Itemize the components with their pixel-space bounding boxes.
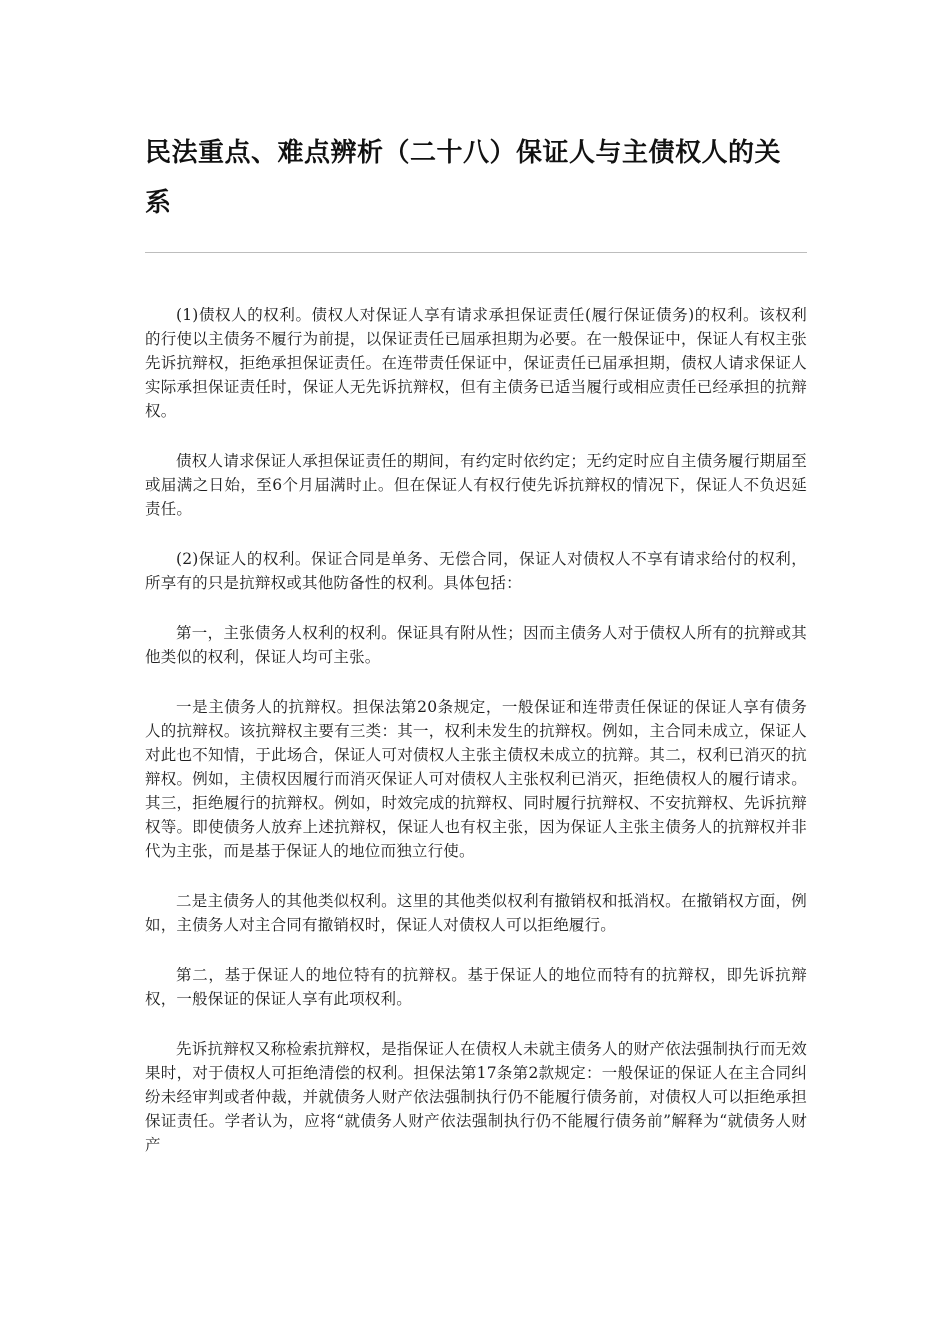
document-page: [145, 0, 807, 1183]
paragraph-first-debtor-rights: 第一，主张债务人权利的权利。保证具有附从性；因而主债务人对于债权人所有的抗辩或其他类似的权利，保证人均可主张。: [145, 624, 807, 666]
document-body: [145, 303, 807, 1157]
paragraph-second-special-defense: 第二，基于保证人的地位特有的抗辩权。基于保证人的地位而特有的抗辩权，即先诉抗辩权，一般保证的保证人享有此项权利。: [145, 966, 807, 1008]
paragraph-guarantor-rights: (2)保证人的权利。保证合同是单务、无偿合同，保证人对债权人不享有请求给付的权利，所享有的只是抗辩权或其他防备性的权利。具体包括：: [145, 550, 807, 592]
paragraph-prior-suit-defense: 先诉抗辩权又称检索抗辩权，是指保证人在债权人未就主债务人的财产依法强制执行而无效果时，对于债权人可拒绝清偿的权利。担保法第17条第2款规定：一般保证的保证人在主合同纠纷未经审判或者仲裁，并就债务人财产依法强制执行仍不能履行债务前，对债权人可以拒绝承担保证责任。学者认为，应将“就债务人财产依法强制执行仍不能履行债务前”解释为“就债务人财产: [145, 1040, 807, 1154]
paragraph-other-rights: 二是主债务人的其他类似权利。这里的其他类似权利有撤销权和抵消权。在撤销权方面，例如，主债务人对主合同有撤销权时，保证人对债权人可以拒绝履行。: [145, 892, 807, 934]
paragraph-debtor-defenses: 一是主债务人的抗辩权。担保法第20条规定，一般保证和连带责任保证的保证人享有债务人的抗辩权。该抗辩权主要有三类：其一，权利未发生的抗辩权。例如，主合同未成立，保证人对此也不知情，于此场合，保证人可对债权人主张主债权未成立的抗辩。其二，权利已消灭的抗辩权。例如，主债权因履行而消灭保证人可对债权人主张权利已消灭，拒绝债权人的履行请求。其三，拒绝履行的抗辩权。例如，时效完成的抗辩权、同时履行抗辩权、不安抗辩权、先诉抗辩权等。即使债务人放弃上述抗辩权，保证人也有权主张，因为保证人主张主债务人的抗辩权并非代为主张，而是基于保证人的地位而独立行使。: [145, 698, 807, 860]
document-title: 民法重点、难点辨析（二十八）保证人与主债权人的关系: [145, 138, 782, 218]
paragraph-creditor-rights: (1)债权人的权利。债权人对保证人享有请求承担保证责任(履行保证债务)的权利。该权利的行使以主债务不履行为前提，以保证责任已屆承担期为必要。在一般保证中，保证人有权主张先诉抗辩权，拒绝承担保证责任。在连带责任保证中，保证责任已届承担期，债权人请求保证人实际承担保证责任时，保证人无先诉抗辩权，但有主债务已适当履行或相应责任已经承担的抗辩权。: [145, 306, 807, 420]
title-divider: [145, 252, 807, 253]
paragraph-claim-period: 债权人请求保证人承担保证责任的期间，有约定时依约定；无约定时应自主债务履行期届至或届满之日始，至6个月届满时止。但在保证人有权行使先诉抗辩权的情况下，保证人不负迟延责任。: [145, 452, 807, 518]
